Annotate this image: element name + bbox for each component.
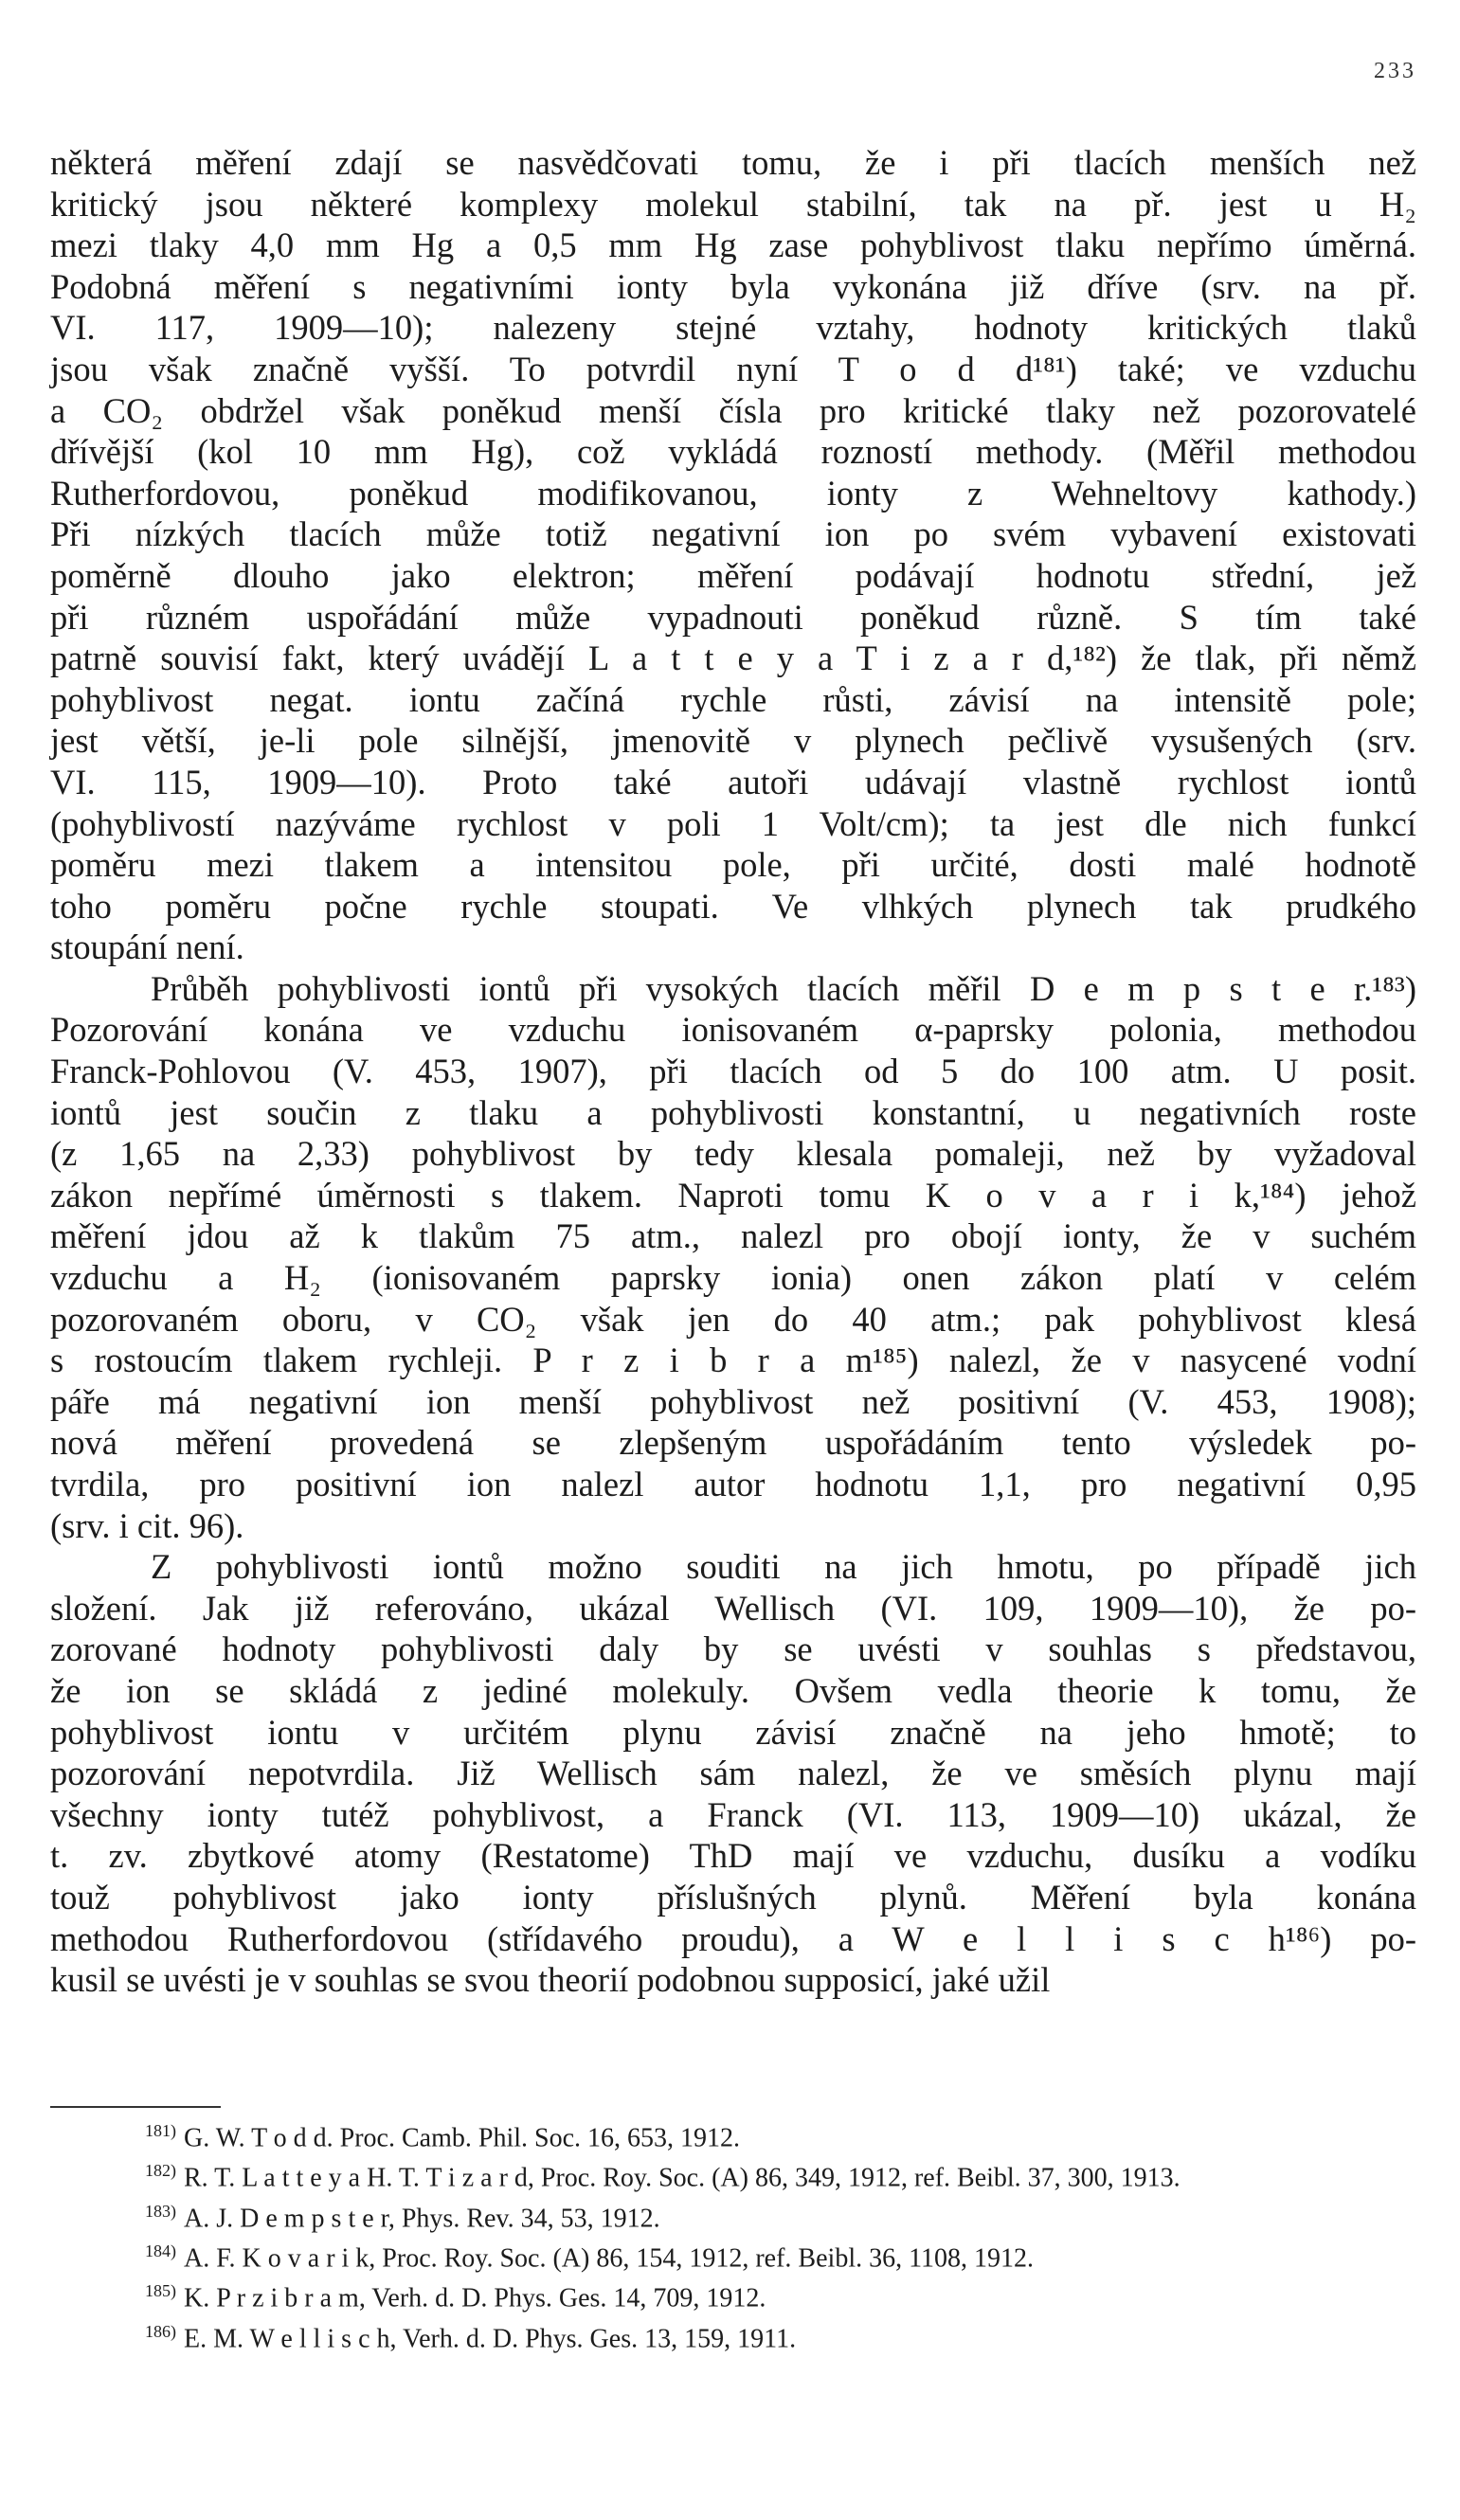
footnote bbox=[50, 2154, 1416, 2194]
footnote bbox=[50, 2275, 1416, 2314]
footnote-number: 183) bbox=[145, 2201, 176, 2221]
text-line: kritický jsou některé komplexy molekul stabilní, tak na př. jest u H₂ bbox=[50, 184, 1416, 224]
text-line: zákon nepřímé úměrnosti s tlakem. Naproti tomu K o v a r i k,¹⁸⁴) jehož bbox=[50, 1175, 1416, 1215]
footnote bbox=[50, 2195, 1416, 2235]
footnote-text: G. W. T o d d. Proc. Camb. Phil. Soc. 16, 653, 1912. bbox=[184, 2123, 741, 2153]
footnote-text: K. P r z i b r a m, Verh. d. D. Phys. Ges. 14, 709, 1912. bbox=[184, 2283, 766, 2313]
footnote bbox=[50, 2235, 1416, 2275]
text-line: pohyblivost iontu v určitém plynu závisí značně na jeho hmotě; to bbox=[50, 1712, 1416, 1752]
text-line: Rutherfordovou, poněkud modifikovanou, ionty z Wehneltovy kathody.) bbox=[50, 473, 1416, 513]
footnote-divider bbox=[50, 2106, 221, 2108]
text-line: pohyblivost negat. iontu začíná rychle růsti, závisí na intensitě pole; bbox=[50, 679, 1416, 719]
text-line: Pozorování konána ve vzduchu ionisovaném α-paprsky polonia, methodou bbox=[50, 1010, 1416, 1050]
text-line: Z pohyblivosti iontů možno souditi na jich hmotu, po případě jich bbox=[151, 1547, 1416, 1587]
text-line: pozorovaném oboru, v CO₂ však jen do 40 atm.; pak pohyblivost klesá bbox=[50, 1299, 1416, 1339]
text-line: Franck-Pohlovou (V. 453, 1907), při tlacích od 5 do 100 atm. U posit. bbox=[50, 1052, 1416, 1091]
text-line: a CO₂ obdržel však poněkud menší čísla pro kritické tlaky než pozorovatelé bbox=[50, 390, 1416, 430]
footnote-number: 185) bbox=[145, 2281, 176, 2301]
text-line: Podobná měření s negativními ionty byla vykonána již dříve (srv. na př. bbox=[50, 266, 1416, 306]
paragraph-p2 bbox=[50, 968, 1416, 1546]
text-line: toho poměru počne rychle stoupati. Ve vlhkých plynech tak prudkého bbox=[50, 886, 1416, 926]
footnote-text: A. F. K o v a r i k, Proc. Roy. Soc. (A) 86, 154, 1912, ref. Beibl. 36, 1108, 1912. bbox=[184, 2243, 1035, 2274]
text-line: (pohyblivostí nazýváme rychlost v poli 1 Volt/cm); ta jest dle nich funkcí bbox=[50, 803, 1416, 843]
footnote-text: A. J. D e m p s t e r, Phys. Rev. 34, 53, 1912. bbox=[184, 2203, 660, 2233]
text-line: iontů jest součin z tlaku a pohyblivosti konstantní, u negativních roste bbox=[50, 1092, 1416, 1132]
text-line: tvrdila, pro positivní ion nalezl autor hodnotu 1,1, pro negativní 0,95 bbox=[50, 1465, 1416, 1503]
text-line: poměrně dlouho jako elektron; měření podávají hodnotu střední, jež bbox=[50, 555, 1416, 595]
text-line: pozorování nepotvrdila. Již Wellisch sám nalezl, že ve směsích plynu mají bbox=[50, 1754, 1416, 1793]
text-line: nová měření provedená se zlepšeným uspořádáním tento výsledek po- bbox=[50, 1423, 1416, 1463]
footnote bbox=[50, 2115, 1416, 2154]
text-line: VI. 115, 1909—10). Proto také autoři udávají vlastně rychlost iontů bbox=[50, 762, 1416, 801]
footnote bbox=[50, 2315, 1416, 2355]
text-line: Při nízkých tlacích může totiž negativní ion po svém vybavení existovati bbox=[50, 514, 1416, 554]
footnote-number: 182) bbox=[145, 2161, 176, 2181]
text-line: jsou však značně vyšší. To potvrdil nyní T o d d¹⁸¹) také; ve vzduchu bbox=[50, 349, 1416, 388]
page-number: 233 bbox=[1374, 59, 1416, 83]
text-line: vzduchu a H₂ (ionisovaném paprsky ionia) onen zákon platí v celém bbox=[50, 1258, 1416, 1298]
text-line: VI. 117, 1909—10); nalezeny stejné vztahy, hodnoty kritických tlaků bbox=[50, 308, 1416, 348]
footnote-number: 181) bbox=[145, 2121, 176, 2140]
text-line: měření jdou až k tlakům 75 atm., nalezl pro obojí ionty, že v suchém bbox=[50, 1216, 1416, 1256]
text-line: při různém uspořádání může vypadnouti poněkud různě. S tím také bbox=[50, 597, 1416, 637]
text-line: methodou Rutherfordovou (střídavého proudu), a W e l l i s c h¹⁸⁶) po- bbox=[50, 1918, 1416, 1958]
text-line: touž pohyblivost jako ionty příslušných plynů. Měření byla konána bbox=[50, 1877, 1416, 1917]
body-text bbox=[50, 142, 1416, 2001]
text-line: některá měření zdají se nasvědčovati tomu, že i při tlacích menších než bbox=[50, 143, 1416, 182]
text-line: patrně souvisí fakt, který uvádějí L a t t e y a T i z a r d,¹⁸²) že tlak, při němž bbox=[50, 639, 1416, 678]
text-line: páře má negativní ion menší pohyblivost než positivní (V. 453, 1908); bbox=[50, 1381, 1416, 1421]
footnote-number: 186) bbox=[145, 2321, 176, 2341]
text-line: dřívější (kol 10 mm Hg), což vykládá rozností methody. (Měřil methodou bbox=[50, 432, 1416, 472]
text-line: kusil se uvésti je v souhlas se svou theorií podobnou supposicí, jaké užil bbox=[50, 1960, 1051, 2000]
footnotes bbox=[50, 2115, 1416, 2355]
text-line: že ion se skládá z jediné molekuly. Ovšem vedla theorie k tomu, že bbox=[50, 1670, 1416, 1710]
text-line: (z 1,65 na 2,33) pohyblivost by tedy klesala pomaleji, než by vyžadoval bbox=[50, 1134, 1416, 1174]
footnote-text: E. M. W e l l i s c h, Verh. d. D. Phys. Ges. 13, 159, 1911. bbox=[184, 2323, 797, 2353]
text-line: mezi tlaky 4,0 mm Hg a 0,5 mm Hg zase pohyblivost tlaku nepřímo úměrná. bbox=[50, 225, 1416, 265]
paragraph-p1 bbox=[50, 142, 1416, 968]
text-line: stoupání není. bbox=[50, 927, 244, 967]
text-line: s rostoucím tlakem rychleji. P r z i b r a m¹⁸⁵) nalezl, že v nasycené vodní bbox=[50, 1341, 1416, 1380]
text-line: složení. Jak již referováno, ukázal Wellisch (VI. 109, 1909—10), že po- bbox=[50, 1588, 1416, 1628]
footnote-text: R. T. L a t t e y a H. T. T i z a r d, Proc. Roy. Soc. (A) 86, 349, 1912, ref. Beibl. 37, 300, 1913. bbox=[184, 2163, 1181, 2193]
text-line: t. zv. zbytkové atomy (Restatome) ThD mají ve vzduchu, dusíku a vodíku bbox=[50, 1836, 1416, 1876]
text-line: (srv. i cit. 96). bbox=[50, 1505, 244, 1545]
text-line: jest větší, je-li pole silnější, jmenovitě v plynech pečlivě vysušených (srv. bbox=[50, 721, 1416, 761]
text-line: poměru mezi tlakem a intensitou pole, při určité, dosti malé hodnotě bbox=[50, 845, 1416, 885]
text-line: zorované hodnoty pohyblivosti daly by se uvésti v souhlas s představou, bbox=[50, 1629, 1416, 1669]
text-line: všechny ionty tutéž pohyblivost, a Franck (VI. 113, 1909—10) ukázal, že bbox=[50, 1794, 1416, 1834]
text-line: Průběh pohyblivosti iontů při vysokých tlacích měřil D e m p s t e r.¹⁸³) bbox=[151, 968, 1416, 1008]
paragraph-p3 bbox=[50, 1546, 1416, 2001]
footnote-number: 184) bbox=[145, 2241, 176, 2260]
